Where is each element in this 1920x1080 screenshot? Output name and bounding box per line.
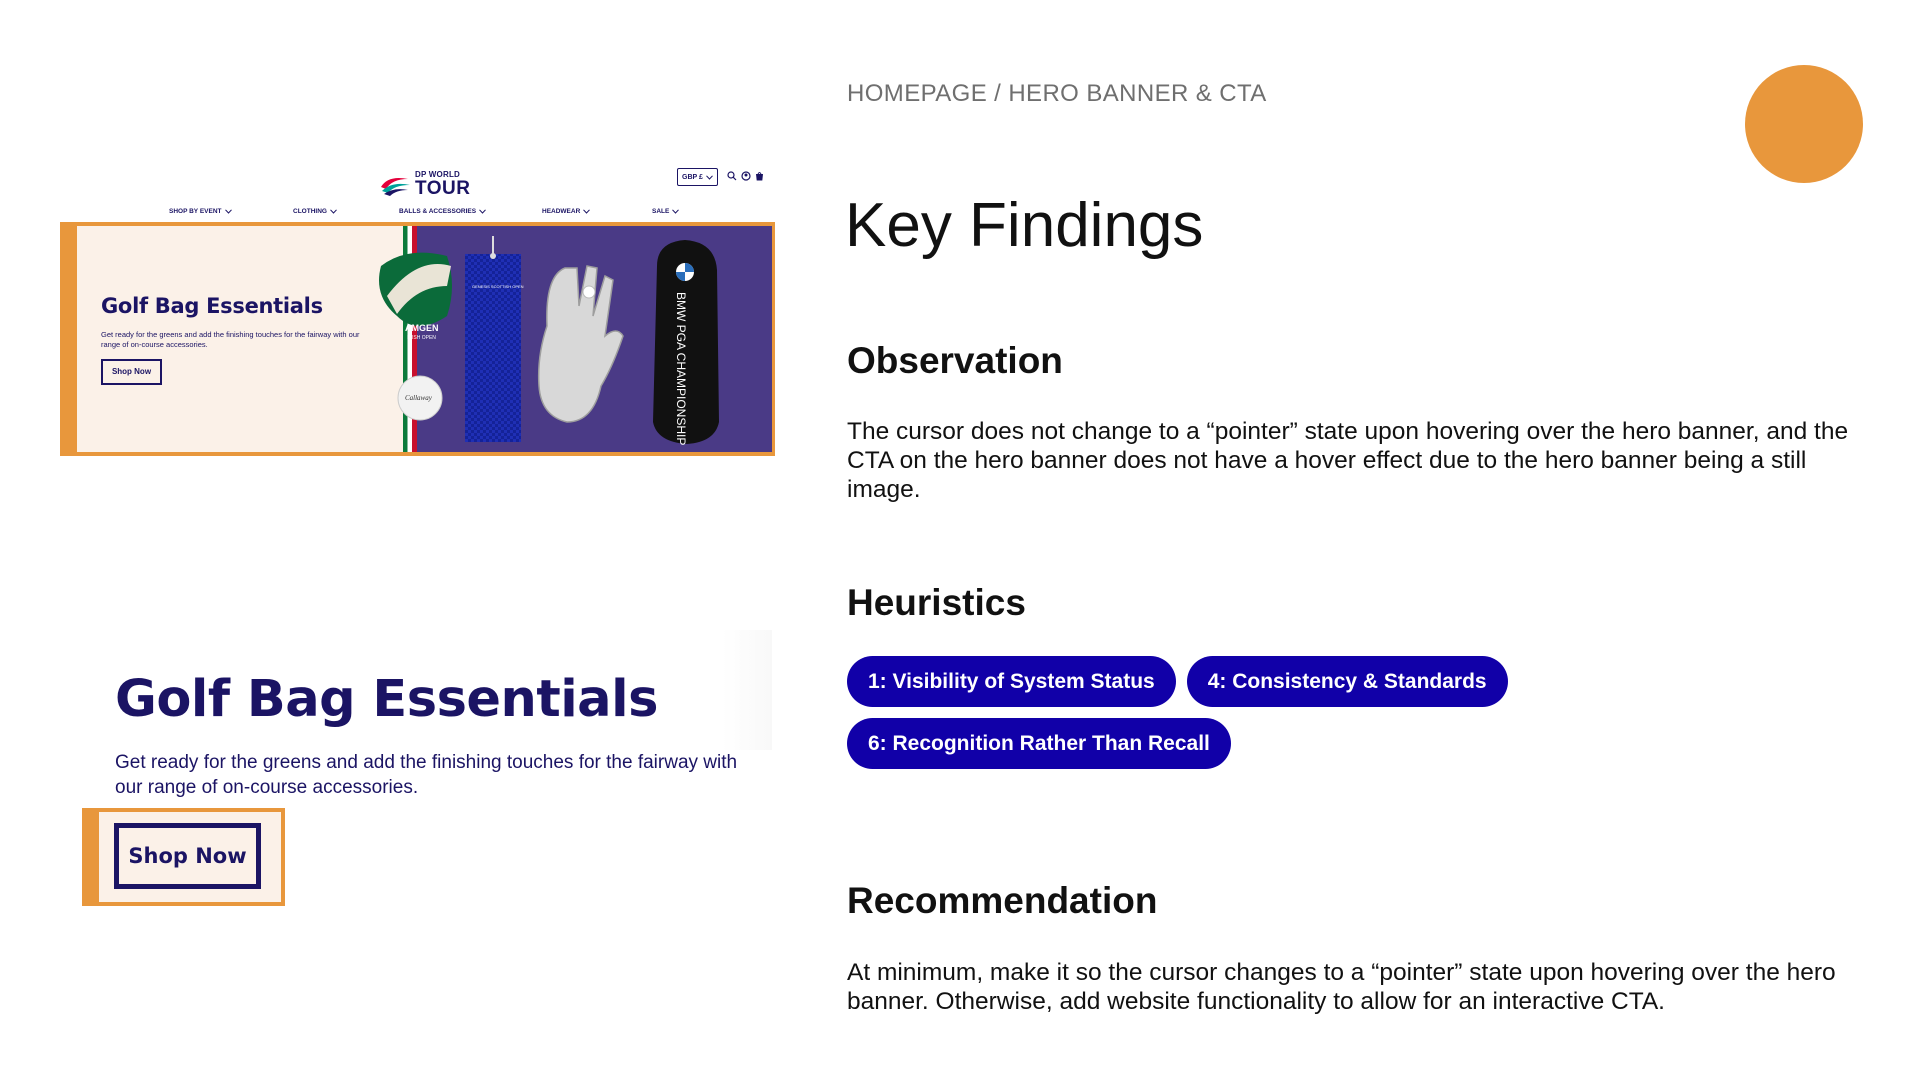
- putter-headcover-icon: [379, 253, 452, 341]
- chevron-down-icon: [583, 209, 590, 214]
- nav-label: SALE: [652, 208, 670, 215]
- svg-text:IRISH OPEN: IRISH OPEN: [407, 335, 436, 341]
- svg-text:Callaway: Callaway: [405, 394, 432, 402]
- heuristic-chip: 4: Consistency & Standards: [1187, 656, 1508, 707]
- hero-banner-title: Golf Bag Essentials: [101, 294, 323, 318]
- hero-banner-subtitle: Get ready for the greens and add the finishing touches for the fairway with our range of on-course accessories.: [101, 330, 360, 349]
- basket-icon[interactable]: [755, 171, 764, 181]
- golf-towel-icon: [465, 236, 524, 442]
- website-screenshot: [60, 160, 775, 460]
- heuristics-chip-list: [847, 656, 1607, 769]
- golf-ball-icon: [398, 376, 442, 420]
- hero-shop-now-button: Shop Now: [101, 359, 162, 385]
- chevron-down-icon: [672, 209, 679, 214]
- breadcrumb: HOMEPAGE / HERO BANNER & CTA: [847, 80, 1267, 107]
- nav-label: BALLS & ACCESSORIES: [399, 208, 477, 215]
- heuristic-chip: 6: Recognition Rather Than Recall: [847, 718, 1231, 769]
- dp-world-tour-logo: [378, 170, 478, 200]
- zoom-edge-fade: [722, 630, 772, 750]
- nav-item-headwear[interactable]: [542, 208, 590, 215]
- svg-text:AMGEN: AMGEN: [405, 323, 439, 333]
- recommendation-text: At minimum, make it so the cursor changes to a “pointer” state upon hovering over the hero banner. Otherwise, add website functionality to allow for an interactive CTA.: [847, 959, 1836, 1015]
- chevron-down-icon: [706, 175, 713, 180]
- logo-big-text: TOUR: [415, 178, 471, 199]
- zoomed-shop-now-button: Shop Now: [114, 823, 261, 889]
- zoomed-hero-title: Golf Bag Essentials: [115, 670, 658, 729]
- golf-accessories-image: [405, 226, 772, 452]
- currency-select[interactable]: [677, 168, 718, 186]
- search-icon[interactable]: [727, 171, 737, 181]
- golf-glove-icon: [539, 266, 623, 422]
- hero-banner: [60, 222, 775, 456]
- svg-text:BMW PGA CHAMPIONSHIP: BMW PGA CHAMPIONSHIP: [674, 292, 688, 446]
- page-title: Key Findings: [845, 191, 1204, 260]
- recommendation-heading: Recommendation: [847, 880, 1158, 921]
- heuristics-heading: Heuristics: [847, 582, 1026, 623]
- driver-headcover-icon: [653, 240, 719, 445]
- nav-label: HEADWEAR: [542, 208, 581, 215]
- nav-item-shop-by-event[interactable]: [169, 208, 232, 215]
- nav-label: CLOTHING: [293, 208, 327, 215]
- chevron-down-icon: [479, 209, 486, 214]
- zoomed-hero-detail: [82, 630, 772, 910]
- decorative-orange-circle: [1745, 65, 1863, 183]
- chevron-down-icon: [225, 209, 232, 214]
- nav-label: SHOP BY EVENT: [169, 208, 222, 215]
- account-icon[interactable]: [741, 171, 751, 181]
- zoomed-hero-subtitle: Get ready for the greens and add the finishing touches for the fairway with our range of on-course accessories.: [115, 752, 738, 798]
- site-navigation: [60, 208, 775, 220]
- observation-heading: Observation: [847, 340, 1063, 381]
- chevron-down-icon: [330, 209, 337, 214]
- product-image-panel: [405, 226, 772, 452]
- nav-item-clothing[interactable]: [293, 208, 337, 215]
- nav-item-balls-accessories[interactable]: [399, 208, 486, 215]
- logo-small-text: DP WORLD: [415, 170, 461, 179]
- currency-label: GBP £: [682, 173, 703, 181]
- observation-text: The cursor does not change to a “pointer” state upon hovering over the hero banner, and the CTA on the hero banner does not have a hover effect due to the hero banner being a still image.: [847, 418, 1849, 503]
- nav-item-sale[interactable]: [652, 208, 679, 215]
- cta-highlight-frame: [82, 808, 285, 906]
- svg-text:GENESIS SCOTTISH OPEN: GENESIS SCOTTISH OPEN: [472, 284, 524, 289]
- logo-swoosh-icon: [378, 173, 412, 197]
- heuristic-chip: 1: Visibility of System Status: [847, 656, 1176, 707]
